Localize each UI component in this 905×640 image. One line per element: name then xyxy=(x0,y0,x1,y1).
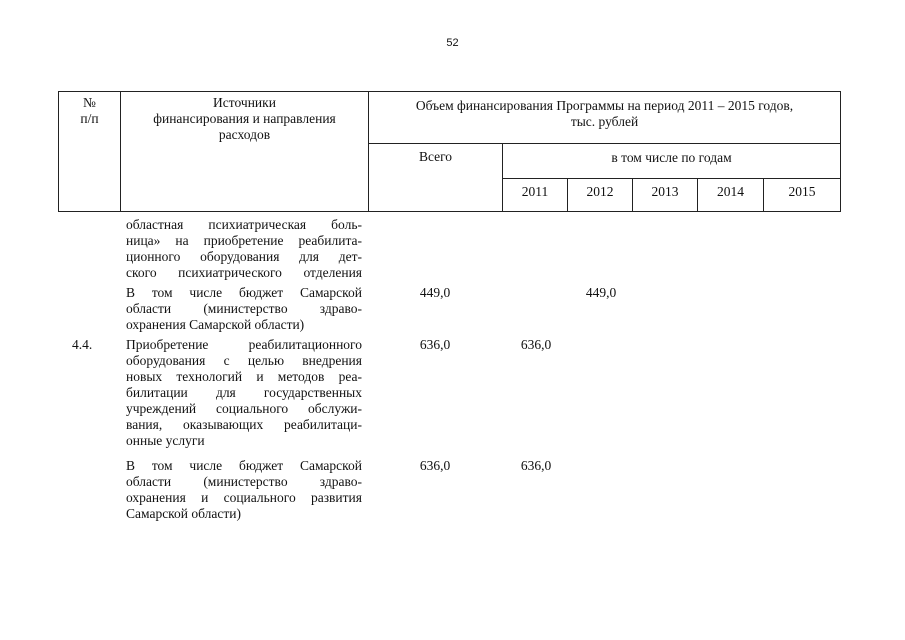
header-volume-line: Объем финансирования Программы на период 2011 – 2015 годов, xyxy=(415,98,794,113)
row-total-value: 449,0 xyxy=(419,285,451,300)
text-line: ского психиатрического отделения xyxy=(126,265,362,280)
text-line: ница» на приобретение реабилита- xyxy=(126,233,362,248)
header-volume xyxy=(369,98,840,130)
row-2011-value: 636,0 xyxy=(520,337,552,352)
header-total: Всего xyxy=(418,149,453,164)
header-by-years: в том числе по годам xyxy=(611,150,732,165)
row-2012-value: 449,0 xyxy=(585,285,617,300)
header-sources-line: расходов xyxy=(218,127,271,142)
row-number: 4.4. xyxy=(72,337,93,352)
row-total-value: 636,0 xyxy=(419,458,451,473)
text-line: В том числе бюджет Самарской xyxy=(126,285,362,300)
row-source-text xyxy=(126,337,362,449)
text-line: учреждений социального обслужи- xyxy=(126,401,362,416)
text-line: Самарской области) xyxy=(126,506,242,521)
header-year-2012: 2012 xyxy=(586,184,614,199)
text-line: новых технологий и методов реа- xyxy=(126,369,362,384)
text-line: вания, оказывающих реабилитаци- xyxy=(126,417,362,432)
row-total-value: 636,0 xyxy=(419,337,451,352)
text-line: областная психиатрическая боль- xyxy=(126,217,362,232)
header-num-line: № xyxy=(83,95,96,110)
row-source-text xyxy=(126,285,362,333)
page-number: 52 xyxy=(446,37,459,49)
header-num xyxy=(59,95,120,127)
row-source-text xyxy=(126,217,362,281)
header-sources-line: финансирования и направления xyxy=(153,111,336,126)
header-year-2014: 2014 xyxy=(717,184,744,199)
row-2011-value: 636,0 xyxy=(520,458,552,473)
header-num-line: п/п xyxy=(80,111,99,126)
text-line: ционного оборудования для дет- xyxy=(126,249,362,264)
text-line: онные услуги xyxy=(126,433,205,448)
text-line: билитации для государственных xyxy=(126,385,362,400)
text-line: охранения и социального развития xyxy=(126,490,362,505)
text-line: области (министерство здраво- xyxy=(126,474,362,489)
text-line: области (министерство здраво- xyxy=(126,301,362,316)
header-year-2011: 2011 xyxy=(521,184,549,199)
text-line: охранения Самарской области) xyxy=(126,317,305,332)
header-year-2015: 2015 xyxy=(788,184,816,199)
text-line: оборудования с целью внедрения xyxy=(126,353,362,368)
row-source-text xyxy=(126,458,362,522)
header-sources xyxy=(121,95,368,143)
text-line: В том числе бюджет Самарской xyxy=(126,458,362,473)
header-year-2013: 2013 xyxy=(651,184,679,199)
header-sources-line: Источники xyxy=(213,95,276,110)
text-line: Приобретение реабилитационного xyxy=(126,337,362,352)
header-volume-line: тыс. рублей xyxy=(570,114,639,129)
